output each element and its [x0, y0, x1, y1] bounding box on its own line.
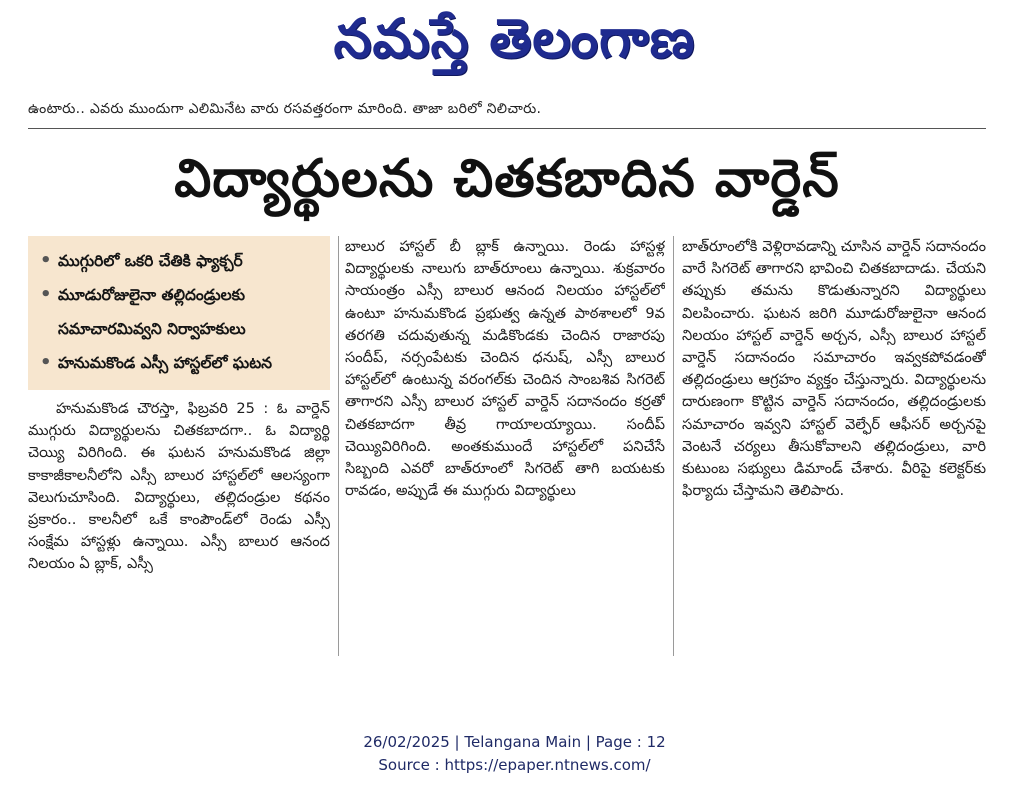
separator-rule [28, 128, 986, 129]
highlight-item: • హనుమకొండ ఎస్సీ హాస్టల్‌లో ఘటన [38, 346, 324, 380]
column-divider [673, 236, 674, 656]
highlight-item: • మూడురోజులైనా తల్లిదండ్రులకు సమాచారమివ్వని నిర్వాహకులు [38, 278, 324, 346]
continued-story-line: ఉంటారు.. ఎవరు ముందుగా ఎలిమినేట వారు రసవత్తరంగా మారింది. తాజా బరిలో నిలిచారు. [28, 101, 542, 117]
footer-date-page: 26/02/2025 | Telangana Main | Page : 12 [363, 733, 666, 751]
article-column-2: బాలుర హాస్టల్ బీ బ్లాక్ ఉన్నాయి. రెండు హాస్టళ్ల విద్యార్థులకు నాలుగు బాత్‌రూంలు ఉన్నాయి. శుక్రవారం సాయంత్రం ఎస్సీ బాలుర ఆనంద నిలయం హాస్టల్‌లో ఉంటూ హనుమకొండ ప్రభుత్వ ఉన్నత పాఠశాలలో 9వ తరగతి చదువుతున్న మడికొండకు చెందిన రాజారపు సందీప్, నర్సంపేటకు చెందిన ధనుష్, ఎస్సీ బాలుర హాస్టల్‌లో ఉంటున్న వరంగల్‌కు చెందిన సాంబశివ సిగరెట్ తాగారని ఎస్సీ బాలుర హాస్టల్ వార్డెన్ సదానందం కర్రతో చితకబాదగా తీవ్ర గాయాలయ్యాయి. సందీప్ చెయ్యివిరిగింది. అంతకుముందే హాస్టల్‌లో పనిచేసే సిబ్బంది ఎవరో బాత్‌రూంలో సిగరెట్ తాగి బయటకు రావడం, అప్పుడే ఈ ముగ్గురు విద్యార్థులు [345, 238, 665, 500]
article-headline: విద్యార్థులను చితకబాదిన వార్డెన్ [174, 149, 840, 209]
highlights-list [38, 244, 324, 380]
highlight-item: • ముగ్గురిలో ఒకరి చేతికి ఫ్యాక్చర్ [38, 244, 324, 278]
article-column-3: బాత్‌రూంలోకి వెళ్లిరావడాన్ని చూసిన వార్డెన్ సదానందం వారే సిగరెట్ తాగారని భావించి చితకబాదాడు. చేయని తప్పుకు తమను కొడుతున్నారని విద్యార్థులు విలపించారు. ఘటన జరిగి మూడురోజులైనా ఆనంద నిలయం హాస్టల్ వార్డెన్ అర్చన, ఎస్సీ బాలుర హాస్టల్ వార్డెన్ సదానందం సమాచారం ఇవ్వకపోవడంతో తల్లిదండ్రులు ఆగ్రహం వ్యక్తం చేస్తున్నారు. విద్యార్థులను దారుణంగా కొట్టిన వార్డెన్ సదానందం, తల్లిదండ్రులకు సమాచారం ఇవ్వని హాస్టల్ వెల్ఫేర్ ఆఫీసర్ అర్చనపై వెంటనే చర్యలు తీసుకోవాలని తల్లిదండ్రులు, వారి కుటుంబ సభ్యులు డిమాండ్ చేశారు. వీరిపై కలెక్టర్‌కు ఫిర్యాదు చేస్తామని తెలిపారు. [682, 238, 986, 500]
article-column-1: హనుమకొండ చౌరస్తా, ఫిబ్రవరి 25 : ఓ వార్డెన్ ముగ్గురు విద్యార్థులను చితకబాదగా.. ఓ విద్యార్థి చెయ్యి విరిగింది. ఈ ఘటన హనుమకొండ జిల్లా కాకాజీకాలనీలోని ఎస్సీ బాలుర హాస్టల్‌లో ఆలస్యంగా వెలుగుచూసింది. విద్యార్థులు, తల్లిదండ్రుల కథనం ప్రకారం.. కాలనీలో ఒకే కాంపౌండ్‌లో రెండు ఎస్సీ సంక్షేమ హాస్టళ్లు ఉన్నాయి. ఎస్సీ బాలుర ఆనంద నిలయం ఏ బ్లాక్, ఎస్సీ [28, 400, 330, 573]
footer-source: Source : https://epaper.ntnews.com/ [378, 756, 651, 774]
column-divider [338, 236, 339, 656]
highlights-box [28, 236, 330, 390]
newspaper-masthead: నమస్తే తెలంగాణ [333, 7, 696, 70]
